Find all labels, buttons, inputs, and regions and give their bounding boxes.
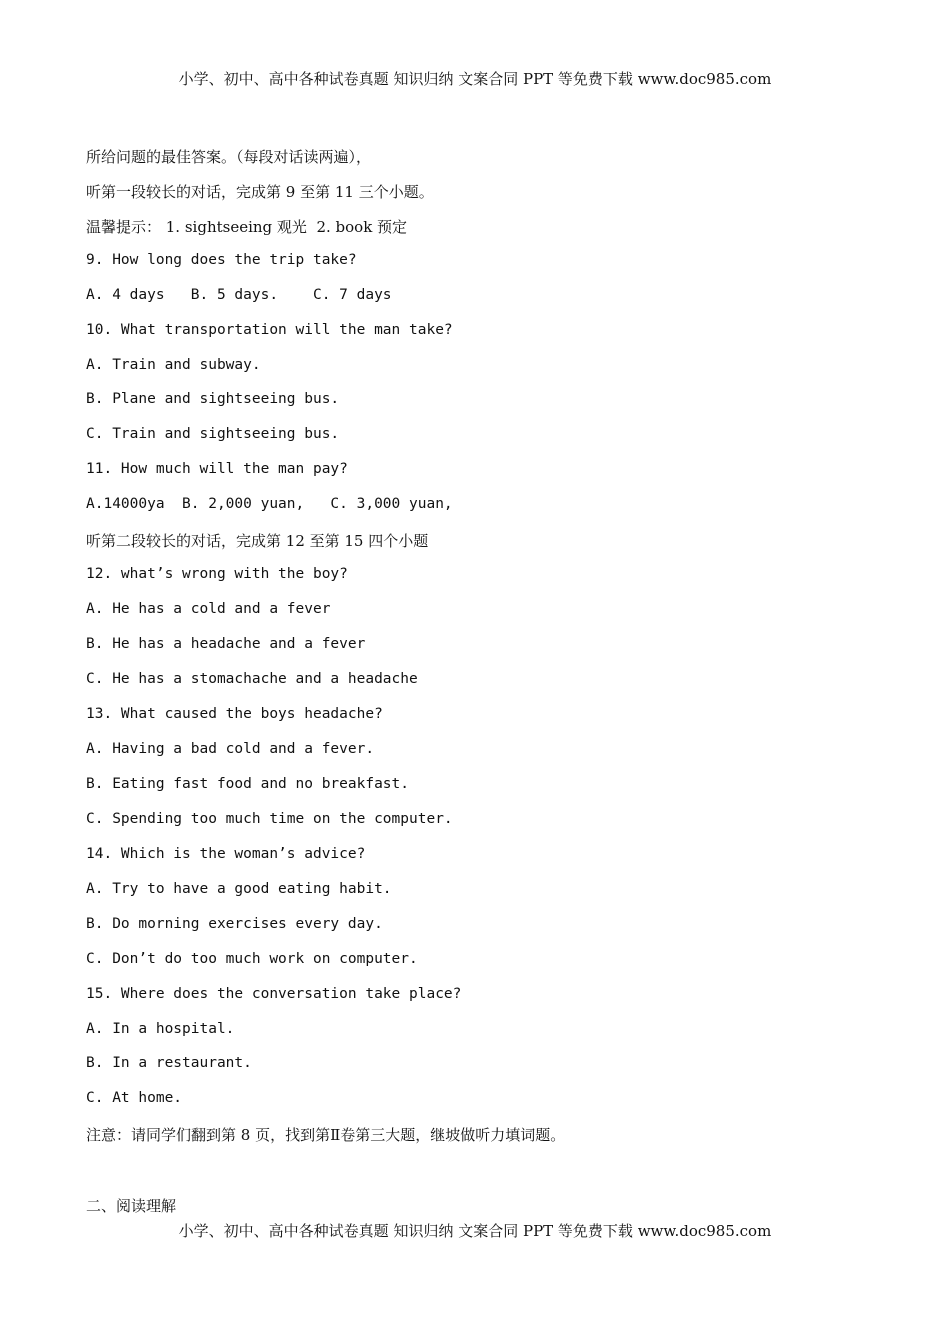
section-instruction: 听第二段较长的对话，完成第 12 至第 15 四个小题 (86, 532, 429, 550)
option-line: A. Train and subway. (86, 357, 261, 373)
vocab-tip: 温馨提示： 1. sightseeing 观光 2. book 预定 (86, 218, 408, 236)
section-heading: 二、阅读理解 (86, 1197, 177, 1215)
option-line: B. He has a headache and a fever (86, 636, 366, 652)
note-line: 注意：请同学们翻到第 8 页，找到第Ⅱ卷第三大题，继坡做听力填词题。 (86, 1126, 566, 1144)
page-footer: 小学、初中、高中各种试卷真题 知识归纳 文案合同 PPT 等免费下载 www.doc985.com (178, 1222, 772, 1240)
option-line: C. Spending too much time on the computer. (86, 811, 453, 827)
option-line: B. Do morning exercises every day. (86, 916, 383, 932)
option-line: B. In a restaurant. (86, 1055, 252, 1071)
option-line: C. He has a stomachache and a headache (86, 671, 418, 687)
option-line: C. Don’t do too much work on computer. (86, 951, 418, 967)
option-line: A. Having a bad cold and a fever. (86, 741, 375, 757)
option-line: B. Eating fast food and no breakfast. (86, 776, 410, 792)
option-line: C. At home. (86, 1090, 183, 1106)
option-line: C. Train and sightseeing bus. (86, 426, 340, 442)
page-header: 小学、初中、高中各种试卷真题 知识归纳 文案合同 PPT 等免费下载 www.doc985.com (178, 70, 772, 88)
question-11: 11. How much will the man pay? (86, 461, 348, 477)
section-instruction: 听第一段较长的对话，完成第 9 至第 11 三个小题。 (86, 183, 434, 201)
text-line: 所给问题的最佳答案。（每段对话读两遍）， (86, 148, 372, 166)
question-13: 13. What caused the boys headache? (86, 706, 383, 722)
question-9: 9. How long does the trip take? (86, 252, 357, 268)
question-12: 12. what’s wrong with the boy? (86, 566, 348, 582)
option-line: A. Try to have a good eating habit. (86, 881, 392, 897)
option-line: A. He has a cold and a fever (86, 601, 331, 617)
question-11-options: A.14000ya B. 2,000 yuan, C. 3,000 yuan, (86, 496, 453, 512)
question-14: 14. Which is the woman’s advice? (86, 846, 366, 862)
option-line: A. In a hospital. (86, 1021, 235, 1037)
question-15: 15. Where does the conversation take place? (86, 986, 462, 1002)
question-10: 10. What transportation will the man take? (86, 322, 453, 338)
question-9-options: A. 4 days B. 5 days. C. 7 days (86, 287, 392, 303)
option-line: B. Plane and sightseeing bus. (86, 391, 340, 407)
